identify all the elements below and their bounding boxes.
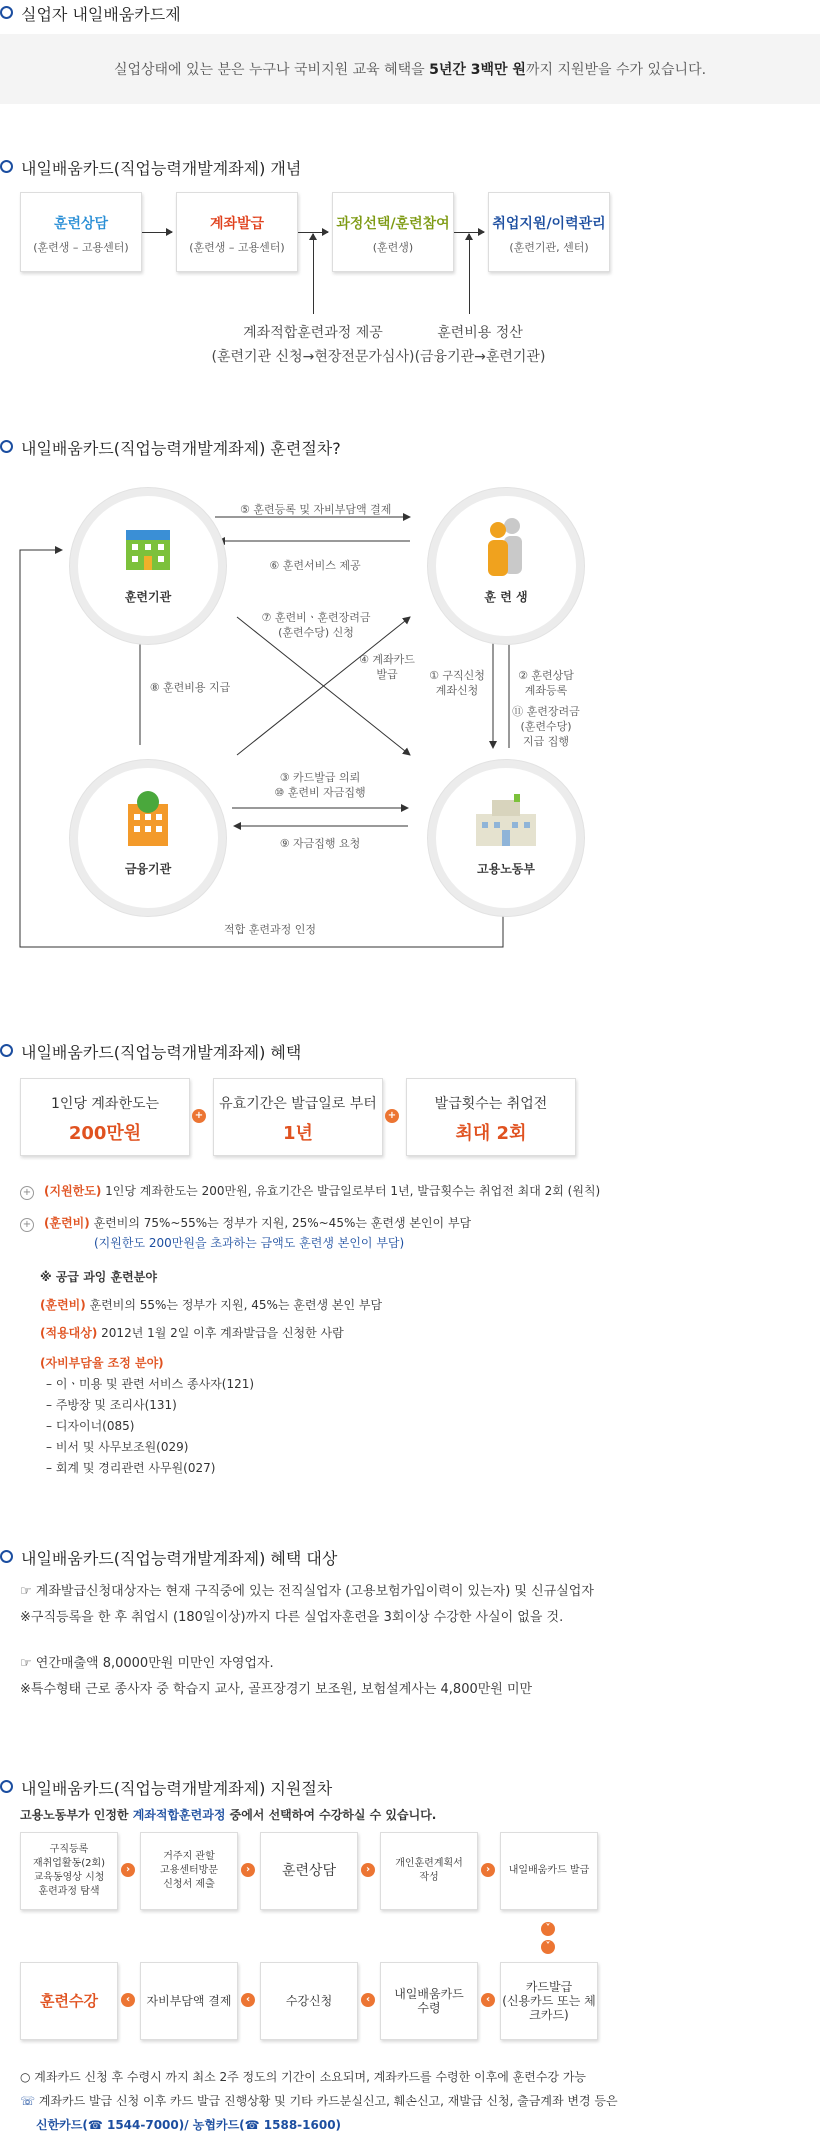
- section-title-3: 내일배움카드(직업능력개발계좌제) 훈련절차?: [0, 436, 341, 459]
- step-self-payment: 자비부담액 결제: [140, 1962, 238, 2040]
- concept-note-1: 계좌적합훈련과정 제공 (훈련기관 신청→현장전문가심사): [211, 325, 415, 365]
- people-icon: [482, 516, 530, 578]
- government-building-icon: [474, 794, 538, 848]
- bullet-icon: [0, 1044, 13, 1057]
- step-receive-card: 내일배움카드 수령: [380, 1962, 478, 2040]
- occupation-list: [46, 1374, 254, 1479]
- circle-icon: ○: [20, 2070, 35, 2084]
- plus-icon: +: [385, 1109, 399, 1123]
- arrow-right-icon: ›: [361, 1863, 375, 1877]
- list-item: – 회계 및 경리관련 사무원(027): [46, 1461, 216, 1475]
- building-icon: [122, 526, 174, 574]
- section-title-4: 내일배움카드(직업능력개발계좌제) 혜택: [0, 1040, 301, 1063]
- arrow-down-icon: ˅: [541, 1940, 555, 1954]
- section-title-2: 내일배움카드(직업능력개발계좌제) 개념: [0, 156, 301, 179]
- procedure-note-2: ☏ 계좌카드 발급 신청 이후 카드 발급 진행상황 및 기타 카드분실신고, 훼손신고, 재발급 신청, 출금계좌 변경 등은: [20, 2094, 618, 2108]
- benefit-box-limit: 1인당 계좌한도는 200만원: [20, 1078, 190, 1156]
- intro-box: [0, 34, 820, 104]
- concept-box-counseling: 훈련상담 (훈련생 – 고용센터): [20, 192, 142, 272]
- bullet-icon: [0, 440, 13, 453]
- concept-box-employment: 취업지원/이력관리 (훈련기관, 센터): [488, 192, 610, 272]
- special-item-3: (자비부담율 조정 분야): [40, 1356, 164, 1370]
- step-visit-center: 거주지 관할 고용센터방문 신청서 제출: [140, 1832, 238, 1910]
- target-line-2: ※구직등록을 한 후 취업시 (180일이상)까지 다른 실업자훈련을 3회이상 수강한 사실이 없을 것.: [20, 1610, 564, 1625]
- step-attend-training: 훈련수강: [20, 1962, 118, 2040]
- bullet-icon: [0, 6, 13, 19]
- flow-label-2-11: ② 훈련상담 계좌등록 ⑪ 훈련장려금 (훈련수당) 지급 집행: [512, 669, 580, 748]
- benefit-item-2-note: (지원한도 200만원을 초과하는 금액도 훈련생 본인이 부담): [94, 1236, 405, 1250]
- arrow-down-icon: ˅: [541, 1922, 555, 1936]
- circle-plus-icon: +: [20, 1186, 34, 1200]
- pointing-hand-icon: ☞: [20, 1584, 36, 1599]
- benefit-box-count: 발급횟수는 취업전 최대 2회: [406, 1078, 576, 1156]
- procedure-note-1: ○ 계좌카드 신청 후 수령시 까지 최소 2주 정도의 기간이 소요되며, 계좌카드를 수령한 이후에 훈련수강 가능: [20, 2070, 587, 2084]
- flow-label-4: ④ 계좌카드 발급: [359, 653, 415, 681]
- arrow-right-icon: ›: [121, 1863, 135, 1877]
- step-card-issued: 카드발급 (신용카드 또는 체크카드): [500, 1962, 598, 2040]
- arrow-left-icon: ‹: [361, 1993, 375, 2007]
- list-item: – 주방장 및 조리사(131): [46, 1398, 177, 1412]
- intro-text: 실업상태에 있는 분은 누구나 국비지원 교육 혜택을 5년간 3백만 원까지 지원받을 수가 있습니다.: [113, 62, 707, 78]
- arrow-left-icon: ‹: [481, 1993, 495, 2007]
- step-job-registration: 구직등록 재취업활동(2회) 교육동영상 시청 훈련과정 탐색: [20, 1832, 118, 1910]
- arrow-right-icon: [142, 232, 172, 233]
- plus-icon: +: [192, 1109, 206, 1123]
- node-labor-ministry: 고용노동부: [428, 760, 584, 916]
- special-title: ※ 공급 과잉 훈련분야: [40, 1270, 157, 1284]
- arrow-right-icon: ›: [481, 1863, 495, 1877]
- flow-label-bottom: 적합 훈련과정 인정: [223, 923, 316, 936]
- bullet-icon: [0, 1550, 13, 1563]
- arrow-left-icon: ‹: [241, 1993, 255, 2007]
- flow-label-1: ① 구직신청 계좌신청: [429, 669, 485, 697]
- target-line-3: ☞ 연간매출액 8,0000만원 미만인 자영업자.: [20, 1656, 274, 1671]
- list-item: – 디자이너(085): [46, 1419, 135, 1433]
- benefit-item-2: + (훈련비) 훈련비의 75%~55%는 정부가 지원, 25%~45%는 훈련생 본인이 부담: [20, 1214, 471, 1232]
- procedure-subtitle: 고용노동부가 인정한 계좌적합훈련과정 중에서 선택하여 수강하실 수 있습니다.: [20, 1808, 437, 1822]
- flow-label-6: ⑥ 훈련서비스 제공: [269, 559, 361, 572]
- special-item-1: (훈련비) 훈련비의 55%는 정부가 지원, 45%는 훈련생 본인 부담: [40, 1298, 383, 1312]
- target-line-1: ☞ 계좌발급신청대상자는 현재 구직중에 있는 전직실업자 (고용보험가입이력이 있는자) 및 신규실업자: [20, 1584, 594, 1599]
- special-item-2: (적용대상) 2012년 1월 2일 이후 계좌발급을 신청한 사람: [40, 1326, 344, 1340]
- benefit-item-1: + (지원한도) 1인당 계좌한도는 200만원, 유효기간은 발급일로부터 1년, 발급횟수는 취업전 최대 2회 (원칙): [20, 1182, 600, 1200]
- section-title-1: 실업자 내일배움카드제: [0, 2, 181, 25]
- flow-label-8: ⑧ 훈련비용 지급: [149, 681, 231, 694]
- step-card-issue: 내일배움카드 발급: [500, 1832, 598, 1910]
- list-item: – 이ㆍ미용 및 관련 서비스 종사자(121): [46, 1377, 255, 1391]
- bullet-icon: [0, 1780, 13, 1793]
- phone-icon: ☏: [20, 2094, 39, 2108]
- step-apply-course: 수강신청: [260, 1962, 358, 2040]
- bullet-icon: [0, 160, 13, 173]
- target-line-4: ※특수형태 근로 종사자 중 학습지 교사, 골프장경기 보조원, 보험설계사는 4,800만원 미만: [20, 1682, 533, 1697]
- section-title-6: 내일배움카드(직업능력개발계좌제) 지원절차: [0, 1776, 332, 1799]
- benefit-box-validity: 유효기간은 발급일로 부터 1년: [213, 1078, 383, 1156]
- circle-plus-icon: +: [20, 1218, 34, 1232]
- flow-label-5: ⑤ 훈련등록 및 자비부담액 결제: [240, 503, 392, 516]
- step-training-plan: 개인훈련계획서 작성: [380, 1832, 478, 1910]
- arrow-up-icon: [469, 234, 470, 314]
- concept-box-course: 과정선택/훈련참여 (훈련생): [332, 192, 454, 272]
- arrow-right-icon: ›: [241, 1863, 255, 1877]
- arrow-up-icon: [313, 234, 314, 314]
- step-counseling: 훈련상담: [260, 1832, 358, 1910]
- flow-label-3-10: ③ 카드발급 의뢰 ⑩ 훈련비 자금집행: [274, 771, 366, 799]
- list-item: – 비서 및 사무보조원(029): [46, 1440, 189, 1454]
- flow-label-9: ⑨ 자금집행 요청: [279, 837, 361, 850]
- concept-note-2: 훈련비용 정산 (금융기관→훈련기관): [414, 325, 546, 365]
- arrow-left-icon: ‹: [121, 1993, 135, 2007]
- flow-label-7: ⑦ 훈련비ㆍ훈련장려금 (훈련수당) 신청: [261, 611, 371, 639]
- bank-icon: [122, 790, 174, 848]
- card-company-contacts: 신한카드(☎ 1544-7000)/ 농협카드(☎ 1588-1600): [36, 2118, 342, 2132]
- node-trainee: 훈 련 생: [428, 488, 584, 644]
- node-financial-institution: 금융기관: [70, 760, 226, 916]
- pointing-hand-icon: ☞: [20, 1656, 36, 1671]
- concept-box-issue: 계좌발급 (훈련생 – 고용센터): [176, 192, 298, 272]
- section-title-5: 내일배움카드(직업능력개발계좌제) 혜택 대상: [0, 1546, 337, 1569]
- node-training-institution: 훈련기관: [70, 488, 226, 644]
